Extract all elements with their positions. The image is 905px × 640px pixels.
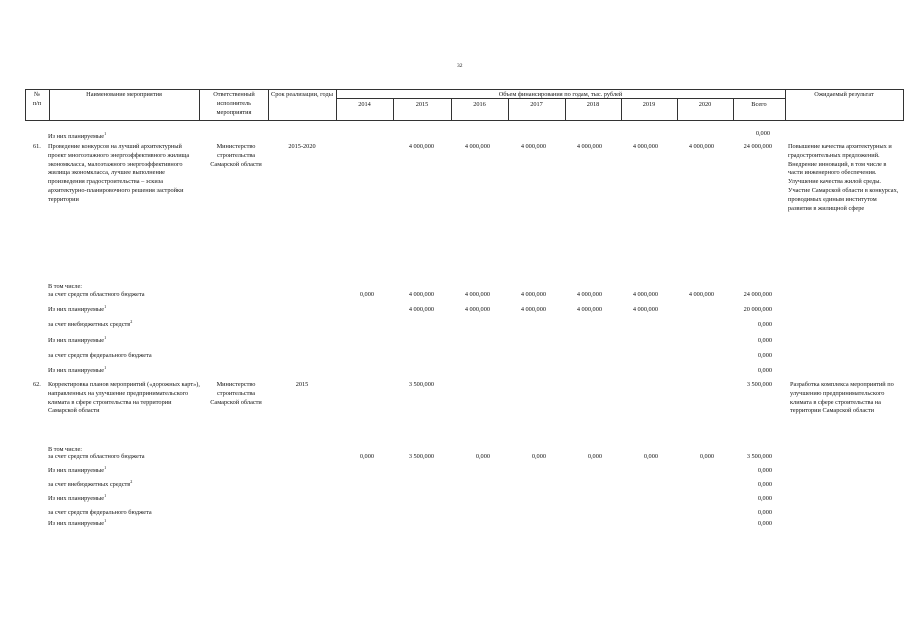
value-cell: 0,000 bbox=[757, 321, 772, 328]
value-cell: 4 000,000 bbox=[688, 143, 714, 150]
header-term: Срок реализации, годы bbox=[271, 91, 333, 98]
value-cell: 0,000 bbox=[757, 352, 772, 359]
subrow-label: Из них планируемые$^1$ bbox=[48, 303, 107, 313]
subrow-label: Из них планируемые$^1$ bbox=[48, 464, 107, 474]
year-header-5: 2019 bbox=[642, 101, 656, 108]
page-number: 32 bbox=[457, 63, 463, 69]
subrow-label: за счет средств федерального бюджета bbox=[48, 352, 152, 359]
value-cell: 0,000 bbox=[757, 367, 772, 374]
value-cell: 0,000 bbox=[757, 509, 772, 516]
header-executor: Ответственный исполнитель мероприятия bbox=[213, 91, 255, 116]
value-cell: 4 000,000 bbox=[520, 291, 546, 298]
subrow-label: за счет средств федерального бюджета bbox=[48, 509, 152, 516]
value-cell: 4 000,000 bbox=[464, 306, 490, 313]
year-header-0: 2014 bbox=[358, 101, 371, 108]
value-cell: 4 000,000 bbox=[688, 291, 714, 298]
value-cell: 3 500,000 bbox=[746, 381, 772, 388]
value-cell: 0,000 bbox=[359, 453, 374, 460]
item61-result: Повышение качества архитектурных и градостроительных предложений. Внедрение инноваций, в том числе в части инженерного обеспечения. Улучшение качества жилой среды. Участие Самарской области в конкурсах, проводимых единым институтом развития в жилищной сфере bbox=[788, 143, 899, 212]
value-cell: 4 000,000 bbox=[632, 291, 658, 298]
value-cell: 4 000,000 bbox=[576, 306, 602, 313]
header-name: Наименование мероприятия bbox=[86, 91, 162, 98]
subrow-label: Из них планируемые$^1$ bbox=[48, 334, 107, 344]
value-cell: 0,000 bbox=[699, 453, 714, 460]
value-cell: 24 000,000 bbox=[743, 143, 772, 150]
item62-result: Разработка комплекса мероприятий по улучшению предпринимательского климата в сфере строительства на территории Самарской области bbox=[790, 381, 894, 415]
value-cell: 0,000 bbox=[531, 453, 546, 460]
value-cell: 0,000 bbox=[643, 453, 658, 460]
value-cell: 0,000 bbox=[757, 337, 772, 344]
subrow-label: за счет внебюджетных средств$^2$ bbox=[48, 478, 133, 488]
item61-including: В том числе: bbox=[48, 283, 83, 290]
header-result: Ожидаемый результат bbox=[814, 91, 874, 98]
item61-executor: Министерство строительства Самарской области bbox=[210, 143, 262, 168]
item61-term: 2015-2020 bbox=[288, 143, 316, 150]
value-cell: 4 000,000 bbox=[464, 143, 490, 150]
subrow-label: за счет средств областного бюджета bbox=[48, 291, 145, 298]
value-cell: 3 500,000 bbox=[746, 453, 772, 460]
value-cell: 4 000,000 bbox=[520, 306, 546, 313]
header-number: № п/п bbox=[32, 91, 42, 107]
header-top-rule bbox=[25, 89, 903, 90]
value-cell: 0,000 bbox=[757, 481, 772, 488]
value-cell: 4 000,000 bbox=[632, 306, 658, 313]
value-cell: 0,000 bbox=[757, 467, 772, 474]
subrow-label: Из них планируемые$^1$ bbox=[48, 517, 107, 527]
value-cell: 3 500,000 bbox=[408, 381, 434, 388]
item62-term: 2015 bbox=[295, 381, 309, 388]
year-header-2: 2016 bbox=[473, 101, 486, 108]
value-cell: 4 000,000 bbox=[576, 143, 602, 150]
item62-name: Корректировка планов мероприятий («дорожных карт»), направленных на улучшение предпринимательского климата в сфере строительства на территории Самарской области bbox=[48, 381, 200, 415]
value-cell: 0,000 bbox=[475, 453, 490, 460]
value-cell: 0,000 bbox=[359, 291, 374, 298]
item61-name: Проведение конкурсов на лучший архитектурный проект многоэтажного энергоэффективного жилища экономкласса, малоэтажного энергоэффективного жилища экономкласса, лучшее выполнение произведения градостроительства – эскиза архитектурно-планировочного решения застройки территории bbox=[48, 143, 190, 203]
subrow-label: Из них планируемые$^1$ bbox=[48, 492, 107, 502]
year-header-1: 2015 bbox=[415, 101, 429, 108]
item62-number: 62. bbox=[33, 381, 41, 388]
value-cell: 4 000,000 bbox=[520, 143, 546, 150]
value-cell: 4 000,000 bbox=[408, 306, 434, 313]
value-cell: 4 000,000 bbox=[408, 291, 434, 298]
value-cell: 4 000,000 bbox=[576, 291, 602, 298]
top-row-total: 0,000 bbox=[755, 130, 770, 137]
subrow-label: за счет средств областного бюджета bbox=[48, 453, 145, 460]
value-cell: 20 000,000 bbox=[743, 306, 772, 313]
value-cell: 4 000,000 bbox=[408, 143, 434, 150]
value-cell: 0,000 bbox=[757, 520, 772, 527]
header-col-divider bbox=[903, 89, 904, 121]
year-header-4: 2018 bbox=[586, 101, 600, 108]
subrow-label: за счет внебюджетных средств$^2$ bbox=[48, 318, 133, 328]
year-header-3: 2017 bbox=[530, 101, 543, 108]
item61-number: 61. bbox=[33, 143, 41, 150]
header-bottom-rule bbox=[25, 120, 903, 121]
top-row-label: Из них планируемые$^1$ bbox=[48, 130, 107, 140]
value-cell: 24 000,000 bbox=[743, 291, 772, 298]
value-cell: 0,000 bbox=[757, 495, 772, 502]
value-cell: 0,000 bbox=[587, 453, 602, 460]
subrow-label: Из них планируемые$^1$ bbox=[48, 364, 107, 374]
year-header-7: Всего bbox=[751, 101, 767, 108]
year-header-6: 2020 bbox=[698, 101, 712, 108]
value-cell: 3 500,000 bbox=[408, 453, 434, 460]
value-cell: 4 000,000 bbox=[632, 143, 658, 150]
value-cell: 4 000,000 bbox=[464, 291, 490, 298]
item62-executor: Министерство строительства Самарской области bbox=[210, 381, 262, 406]
item62-including: В том числе: bbox=[48, 446, 83, 453]
header-funding: Объем финансирования по годам, тыс. рублей bbox=[498, 91, 623, 98]
